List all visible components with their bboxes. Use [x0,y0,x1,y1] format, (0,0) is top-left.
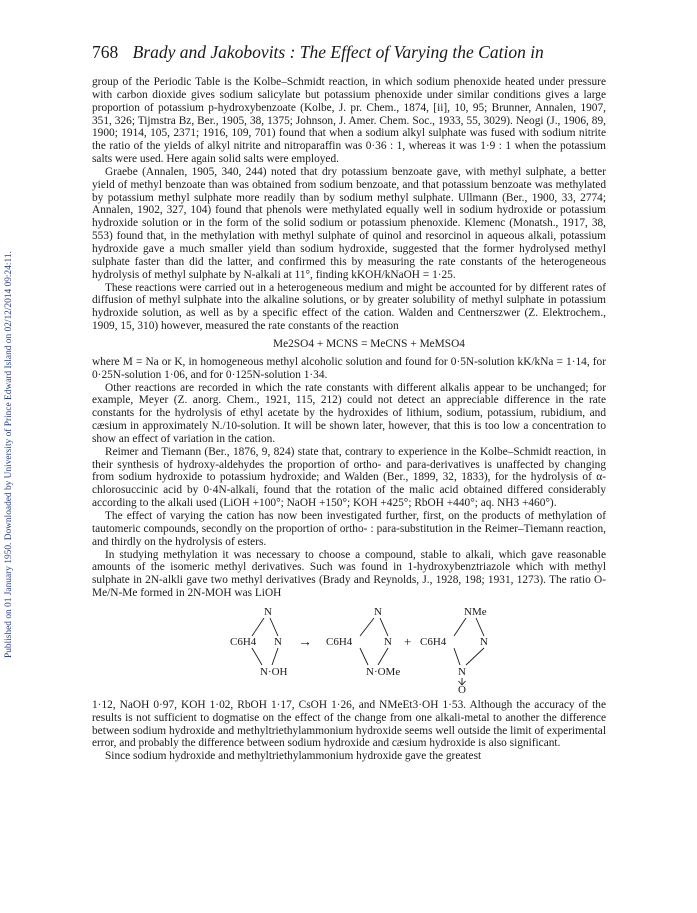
scheme-group: NMe [464,605,487,618]
reaction-arrow: → [298,634,312,650]
download-watermark [2,98,16,658]
paragraph: Since sodium hydroxide and methyltriethylammonium hydroxide gave the greatest [105,750,482,763]
scheme-ring: C6H4 [420,635,447,648]
bond-line [466,648,484,665]
bond-line [454,618,466,636]
plus-sign: + [404,633,412,649]
bond-line [252,648,262,665]
scheme-atom: O [458,683,466,695]
paragraph: group of the Periodic Table is the Kolbe–Schmidt reaction, in which sodium phenoxide heated under pressure with carbon dioxide gives sodium salicylate but potassium phenoxide under similar conditions gives a large proportion of potassium p-hydroxybenzoate (Kolbe, J. pr. Chem., 1874, [ii], 10, 95; Brunner, Annalen, 1907, 351, 326; Tijmstra Bz, Ber., 1905, 38, 1375; Johnson, J. Amer. Chem. Soc., 1933, 55, 3029). Neogi (J., 1906, 89, 1900; 1914, 105, 2371; 1916, 109, 701) found that when a sodium alkyl sulphate was fused with sodium nitrite the ratio of the yields of alkyl nitrite and nitroparaffin was 0·36 : 1, whereas it was 1·9 : 1 when the potassium salts were used. Here again solid salts were employed. [92,76,606,166]
scheme-atom: N [458,665,466,678]
page-number: 768 [92,42,119,62]
scheme-atom: N [480,635,488,648]
scheme-atom: N [264,605,272,618]
scheme-atom: N [384,635,392,648]
paragraph: The effect of varying the cation has now been investigated further, first, on the products of methylation of tautomeric compounds, secondly on the proportion of ortho- : para-substitution in the Reimer–Tiemann reaction, and thirdly on the hydrolysis of esters. [92,510,606,548]
body-text [92,76,606,763]
paragraph: 1·12, NaOH 0·97, KOH 1·02, RbOH 1·17, CsOH 1·26, and NMeEt3·OH 1·53. Although the accuracy of the results is not sufficient to dogmatise on the effect of the change from one alkali-metal to another the difference between sodium hydroxide and methyltriethylammonium hydroxide seems well outside the limit of experimental error, and probably the difference between sodium hydroxide and cæsium hydroxide is also significant. [92,698,606,750]
running-header [92,42,612,63]
paragraph: where M = Na or K, in homogeneous methyl alcoholic solution and found for 0·5N-solution kK/kNa = 1·14, for 0·25N-solution 1·06, and for 0·125N-solution 1·34. [92,355,606,381]
scheme-atom: N [374,605,382,618]
watermark-text: Published on 01 January 1950. Downloaded by University of Prince Edward Island on 02/12/2014 09:24:11. [4,251,14,658]
paragraph: Graebe (Annalen, 1905, 340, 244) noted that dry potassium benzoate gave, with methyl sulphate, a better yield of methyl benzoate than was obtained from sodium benzoate, and that potassium benzoate was methylated by potassium methyl sulphate more readily than by sodium methyl sulphate. Ullmann (Ber., 1900, 33, 2774; Annalen, 1902, 327, 104) found that phenols were methylated equally well in sodium hydroxide or potassium hydroxide solution or in the form of the solid sodium or potassium phenoxide. Klemenc (Monatsh., 1917, 38, 553) found that, in the methylation with methyl sulphate of quinol and resorcinol in aqueous alkali, potassium hydroxide gave a much smaller yield than sodium hydroxide, suggested that the former hydrolysed methyl sulphate faster than did the latter, and confirmed this by measuring the rate constants of the heterogeneous hydrolysis of methyl sulphate by N-alkali at 11°, finding kKOH/kNaOH = 1·25. [92,165,606,281]
running-title: Brady and Jakobovits : The Effect of Varying the Cation in [132,42,544,62]
paragraph: In studying methylation it was necessary to choose a compound, stable to alkali, which gave reasonable amounts of the isomeric methyl derivatives. Such was found in 1-hydroxybenztriazole which with methyl sulphate in 2N-alkli gave two methyl derivatives (Brady and Reynolds, J., 1928, 198; 1931, 1273). The ratio O-Me/N-Me formed in 2N-MOH was LiOH [92,548,606,600]
scheme-group: N·OMe [366,665,401,678]
paragraph: Reimer and Tiemann (Ber., 1876, 9, 824) state that, contrary to experience in the Kolbe–Schmidt reaction, in their synthesis of hydroxy-aldehydes the proportion of ortho- and para-derivatives is unaffected by changing from sodium hydroxide to potassium hydroxide; and Walden (Ber., 1899, 32, 1833), for the hydrolysis of α-chlorosuccinic acid by 0·4N-alkali, found that the rotation of the malic acid obtained differed considerably according to the alkali used (LiOH +100°; NaOH +150°; KOH +425°; RbOH +440°; aq. NH3 +460°). [92,445,606,510]
scheme-group: N·OH [260,665,288,678]
bond-line [378,648,388,665]
scheme-atom: N [274,635,282,648]
bond-line [380,618,388,636]
scheme-ring: C6H4 [230,635,257,648]
bond-line [454,648,460,665]
paragraph: Other reactions are recorded in which the rate constants with different alkalis appear to be unchanged; for example, Meyer (Z. anorg. Chem., 1921, 115, 212) could not detect an appreciable difference in the rate constants for the hydrolysis of ethyl acetate by the hydroxides of lithium, sodium, potassium, rubidium, and cæsium in approximately N./10-solution. It will be shown later, however, that this is too low a concentration to show an effect of variation in the cation. [92,381,606,445]
paragraph: These reactions were carried out in a heterogeneous medium and might be accounted for by different rates of diffusion of methyl sulphate into the alkaline solutions, or by greater solubility of methyl sulphate in potassium hydroxide solution, as well as by a specific effect of the cation. Walden and Centnerszwer (Z. Elektrochem., 1909, 15, 310) however, measured the rate constants of the reaction [92,281,606,333]
reaction-equation: Me2SO4 + MCNS = MeCNS + MeMSO4 [273,337,465,350]
bond-line [272,648,278,665]
bond-line [476,618,484,636]
methylation-scheme [92,603,606,695]
bond-line [270,618,278,636]
bond-line [360,648,368,665]
bond-line [360,618,374,636]
scheme-ring: C6H4 [326,635,353,648]
bond-line [252,618,264,636]
